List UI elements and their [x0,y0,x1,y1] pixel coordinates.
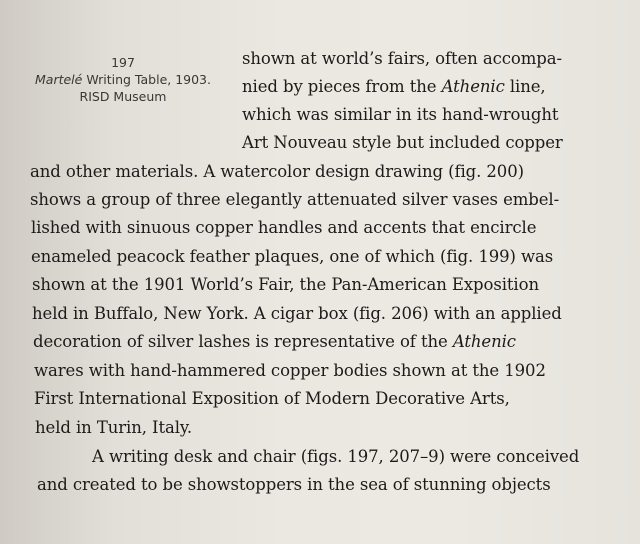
text-line-5 [30,161,524,183]
text-line-4 [242,132,563,154]
text-line-2 [242,76,546,98]
text-line-8 [31,246,553,268]
caption-title [28,71,218,88]
text-line-8-a: enameled peacock feather plaques, one of which (fig. 199) was [31,247,554,266]
text-line-4-a: Art Nouveau style but included copper [242,133,563,152]
text-line-2-b: line, [504,77,546,96]
text-line-13-a: First International Exposition of Modern Decorative Arts, [34,389,510,408]
text-line-16-a: and created to be showstoppers in the sea of stunning objects [37,475,551,494]
figure-caption [28,54,218,105]
text-line-7-a: lished with sinuous copper handles and accents that encircle [31,218,537,237]
text-line-15-a: A writing desk and chair (figs. 197, 207–9) were conceived [92,447,580,466]
text-line-10-a: held in Buffalo, New York. A cigar box (fig. 206) with an applied [32,304,562,323]
text-line-6-a: shows a group of three elegantly attenuated silver vases embel- [30,190,560,209]
text-line-11-italic: Athenic [452,332,516,351]
text-line-14 [35,417,192,439]
text-line-9 [32,274,539,296]
text-line-11 [33,331,516,353]
text-line-14-a: held in Turin, Italy. [35,418,193,437]
caption-title-italic: Martelé [35,72,83,87]
text-line-3 [242,104,558,126]
caption-collection: RISD Museum [79,89,167,104]
text-line-5-a: and other materials. A watercolor design drawing (fig. 200) [30,162,524,181]
text-line-1 [242,48,562,70]
text-line-7 [31,217,536,239]
text-line-9-a: shown at the 1901 World’s Fair, the Pan-American Exposition [32,275,539,294]
text-line-12 [34,360,546,382]
text-line-2-a: nied by pieces from the [242,77,442,96]
text-line-13 [34,388,510,410]
text-line-6 [30,189,559,211]
text-line-15 [92,446,579,468]
text-line-16 [37,474,551,496]
text-line-3-a: which was similar in its hand-wrought [242,105,559,124]
text-line-1-a: shown at world’s fairs, often accompa- [242,49,562,68]
caption-title-rest: Writing Table, 1903. [82,72,211,87]
text-line-2-italic: Athenic [441,77,505,96]
text-line-10 [32,303,562,325]
text-line-11-a: decoration of silver lashes is representative of the [33,332,453,351]
text-line-12-a: wares with hand-hammered copper bodies shown at the 1902 [34,361,546,380]
figure-number: 197 [111,55,135,70]
